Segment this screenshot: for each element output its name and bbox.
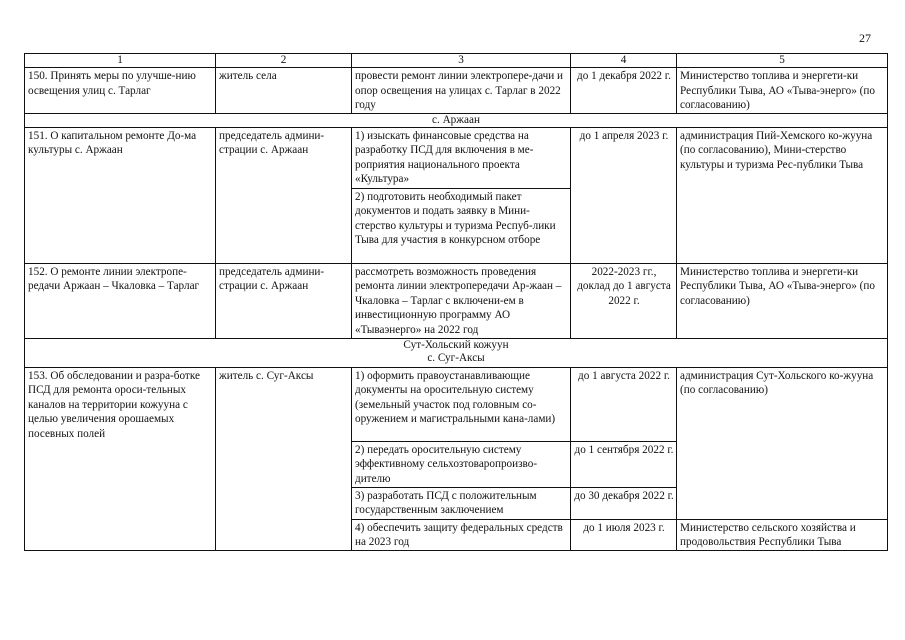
table-row xyxy=(25,68,888,114)
item-description: 151. О капитальном ремонте До-ма культуры с. Аржаан xyxy=(25,127,216,263)
responsible: Министерство сельского хозяйства и продовольствия Республики Тыва xyxy=(677,519,888,550)
measure: 2) передать оросительную систему эффективному сельхозтоваропроизво-дителю xyxy=(352,441,571,487)
column-number: 4 xyxy=(571,54,677,68)
responsible: Министерство топлива и энергети-ки Республики Тыва, АО «Тыва-энерго» (по согласованию) xyxy=(677,68,888,114)
section-row xyxy=(25,338,888,367)
column-number-row xyxy=(25,54,888,68)
measure: 1) оформить правоустанавливающие документы на оросительную систему (земельный участок под головным со-оружением и магистральными кана-лами) xyxy=(352,367,571,441)
initiator: житель села xyxy=(216,68,352,114)
table-row xyxy=(25,263,888,338)
deadline: 2022-2023 гг., доклад до 1 августа 2022 г. xyxy=(571,263,677,338)
table-row xyxy=(25,367,888,441)
measure: провести ремонт линии электропере-дачи и опор освещения на улицах с. Тарлаг в 2022 году xyxy=(352,68,571,114)
measure: 2) подготовить необходимый пакет документов и подать заявку в Мини-стерство культуры и туризма Респуб-лики Тыва для участия в конкурсном отборе xyxy=(352,188,571,263)
deadline: до 1 сентября 2022 г. xyxy=(571,441,677,487)
measure: 4) обеспечить защиту федеральных средств на 2023 год xyxy=(352,519,571,550)
deadline: до 1 августа 2022 г. xyxy=(571,367,677,441)
measure: 3) разработать ПСД с положительным государственным заключением xyxy=(352,487,571,519)
column-number: 3 xyxy=(352,54,571,68)
item-description: 153. Об обследовании и разра-ботке ПСД для ремонта ороси-тельных каналов на территории кожууна с целью увеличения орошаемых посевных полей xyxy=(25,367,216,550)
column-number: 2 xyxy=(216,54,352,68)
initiator: председатель админи-страции с. Аржаан xyxy=(216,127,352,263)
responsible: администрация Сут-Хольского ко-жууна (по согласованию) xyxy=(677,367,888,519)
responsible: Министерство топлива и энергети-ки Республики Тыва, АО «Тыва-энерго» (по согласованию) xyxy=(677,263,888,338)
measure: рассмотреть возможность проведения ремонта линии электропередачи Ар-жаан – Чкаловка – Тарлаг с включени-ем в инвестиционную программу АО «Тываэнерго» на 2022 год xyxy=(352,263,571,338)
deadline: до 1 апреля 2023 г. xyxy=(571,127,677,263)
section-title: с. Аржаан xyxy=(25,113,888,127)
item-description: 152. О ремонте линии электропе-редачи Аржаан – Чкаловка – Тарлаг xyxy=(25,263,216,338)
section-row xyxy=(25,113,888,127)
initiator: житель с. Суг-Аксы xyxy=(216,367,352,550)
initiator: председатель админи-страции с. Аржаан xyxy=(216,263,352,338)
district-title: Сут-Хольский кожуун xyxy=(403,338,509,351)
item-description: 150. Принять меры по улучше-нию освещения улиц с. Тарлаг xyxy=(25,68,216,114)
table-row xyxy=(25,127,888,188)
deadline: до 1 декабря 2022 г. xyxy=(571,68,677,114)
column-number: 5 xyxy=(677,54,888,68)
village-title: с. Суг-Аксы xyxy=(427,351,485,364)
responsible: администрация Пий-Хемского ко-жууна (по согласованию), Мини-стерство культуры и туризма Рес-публики Тыва xyxy=(677,127,888,263)
column-number: 1 xyxy=(25,54,216,68)
deadline: до 1 июля 2023 г. xyxy=(571,519,677,550)
measure: 1) изыскать финансовые средства на разработку ПСД для включения в ме-роприятия национального проекта «Культура» xyxy=(352,127,571,188)
page-number: 27 xyxy=(859,31,871,45)
deadline: до 30 декабря 2022 г. xyxy=(571,487,677,519)
section-title xyxy=(25,338,888,367)
action-plan-table xyxy=(24,53,888,551)
